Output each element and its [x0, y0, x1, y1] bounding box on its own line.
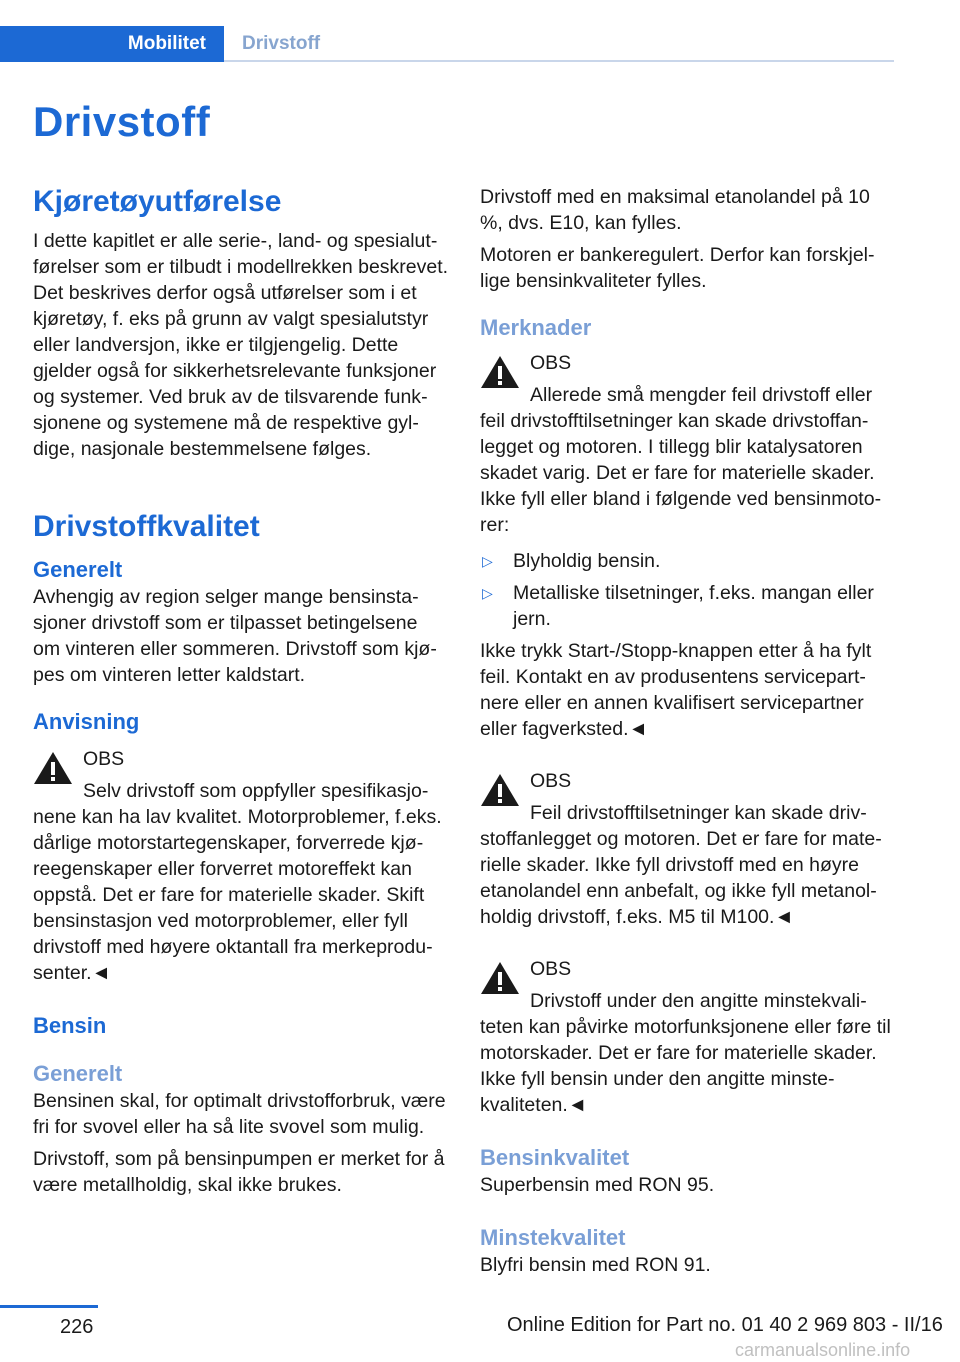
paragraph-start-stopp: Ikke trykk Start-/Stopp-knappen etter å ha fylt feil. Kontakt en av produsentens servicepartnere eller en annen kvalifisert servicepartner eller fagverksted.◄ — [480, 640, 872, 740]
bullet-list — [480, 548, 894, 632]
warning-block — [480, 952, 894, 1118]
bullet-triangle-icon: ▷ — [482, 585, 493, 601]
subheading-anvisning: Anvisning — [33, 709, 140, 734]
bullet-triangle-icon: ▷ — [482, 553, 493, 569]
list-item: ▷ Metalliske tilsetninger, f.eks. mangan eller jern. — [482, 582, 874, 630]
paragraph-etanol: Drivstoff med en maksimal etanolandel på 10 %, dvs. E10, kan fylles. — [480, 186, 870, 234]
paragraph-minstekvalitet: Blyfri bensin med RON 91. — [480, 1254, 711, 1276]
paragraph-intro: I dette kapitlet er alle serie-, land- og spesialutførelser som er tilbudt i modellrekken beskrevet. Det beskrives derfor også utførelser som i et kjøretøy, f. eks på grunn av valgt spesialutstyr eller landversjon, ikke er tilgjengelig. Dette gjelder også for sikkerhetsrelevante funksjoner og systemer. Ved bruk av de tilsvarende funksjonene og systemene må de respektive gyldige, nasjonale bestemmelsene følges. — [33, 230, 449, 460]
warning-triangle-icon — [480, 772, 520, 808]
warning-text: Selv drivstoff som oppfyller spesifikasjonene kan ha lav kvalitet. Motorproblemer, f.eks. dårlige motorstartegenskaper, forverrede kjøreegenskaper eller forverret motoreffekt kan oppstå. Det er fare for materielle skader. Skift bensinstasjon ved motorproblemer, eller fyll drivstoff med høyere oktantall fra merkeprodusenter.◄ — [33, 780, 442, 984]
paragraph-bensinkvalitet: Superbensin med RON 95. — [480, 1174, 715, 1196]
subheading-minstekvalitet: Minstekvalitet — [480, 1225, 626, 1250]
watermark: carmanualsonline.info — [735, 1340, 911, 1360]
warning-block — [33, 742, 449, 986]
subheading-generelt-bensin: Generelt — [33, 1061, 123, 1086]
warning-title: OBS — [530, 770, 572, 792]
header-divider — [224, 60, 894, 62]
warning-block — [480, 346, 894, 538]
warning-text: Feil drivstofftilsetninger kan skade drivstoffanlegget og motoren. Det er fare for materielle skader. Ikke fyll drivstoff med en høyre etanolandel enn anbefalt, og ikke fyll metanolholdig drivstoff, f.eks. M5 til M100.◄ — [480, 802, 882, 928]
paragraph-bankeregulert: Motoren er bankeregulert. Derfor kan forskjellige bensinkvaliteter fylles. — [480, 244, 875, 292]
warning-title: OBS — [530, 352, 572, 374]
subheading-merknader: Merknader — [480, 315, 592, 340]
warning-text: Allerede små mengder feil drivstoff eller feil drivstofftilsetninger kan skade drivstoffanlegget og motoren. I tillegg blir katalysatoren skadet varig. Det er fare for materielle skader. Ikke fyll eller bland i følgende ved bensinmotorer: — [480, 384, 882, 536]
paragraph-bensin-2: Drivstoff, som på bensinpumpen er merket for å være metallholdig, skal ikke brukes. — [33, 1148, 445, 1196]
warning-triangle-icon — [480, 354, 520, 390]
right-column — [480, 184, 894, 1278]
tab-drivstoff[interactable]: Drivstoff — [242, 33, 321, 54]
list-item: ▷ Blyholdig bensin. — [482, 550, 661, 572]
page-title: Drivstoff — [33, 98, 211, 145]
warning-triangle-icon — [33, 750, 73, 786]
warning-title: OBS — [83, 748, 125, 770]
paragraph-generelt: Avhengig av region selger mange bensinstasjoner drivstoff som er tilpasset betingelsene om vinteren eller sommeren. Drivstoff som kjøpes om vinteren letter kaldstart. — [33, 586, 437, 686]
subheading-bensinkvalitet: Bensinkvalitet — [480, 1145, 630, 1170]
tab-mobilitet[interactable]: Mobilitet — [0, 26, 224, 62]
edition-info: Online Edition for Part no. 01 40 2 969 803 - II/16 — [507, 1314, 943, 1336]
warning-text: Drivstoff under den angitte minstekvaliteten kan påvirke motorfunksjonene eller føre til motorskader. Det er fare for materielle skader. Ikke fyll bensin under den angitte minstekvaliteten.◄ — [480, 990, 891, 1116]
paragraph-bensin-1: Bensinen skal, for optimalt drivstofforbruk, være fri for svovel eller ha så lite svovel som mulig. — [33, 1090, 446, 1138]
footer-divider — [0, 1305, 98, 1308]
page-number: 226 — [60, 1316, 94, 1338]
warning-triangle-icon — [480, 960, 520, 996]
heading-bensin: Bensin — [33, 1013, 107, 1038]
header-bar — [0, 0, 960, 62]
warning-block — [480, 764, 894, 930]
warning-title: OBS — [530, 958, 572, 980]
left-column — [33, 184, 449, 1198]
heading-kjoretoyutforelse: Kjøretøyutførelse — [33, 185, 282, 218]
heading-drivstoffkvalitet: Drivstoffkvalitet — [33, 510, 260, 543]
subheading-generelt: Generelt — [33, 557, 123, 582]
